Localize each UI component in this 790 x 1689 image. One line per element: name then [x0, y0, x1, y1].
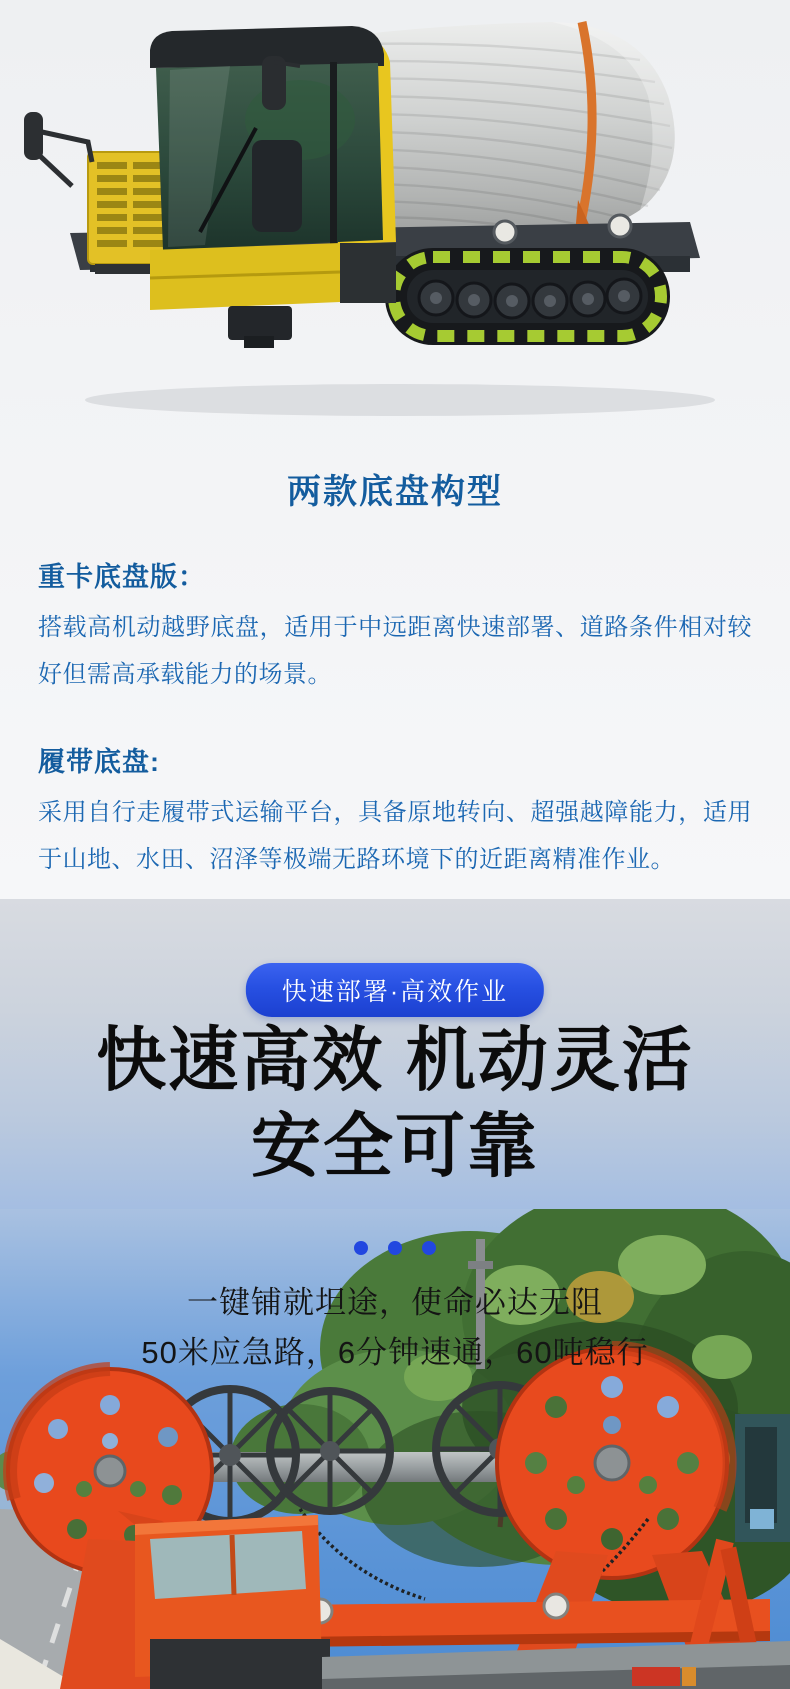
chassis-block-truck-body: 搭载高机动越野底盘，适用于中远距离快速部署、道路条件相对较好但需高承载能力的场景。 [38, 614, 752, 688]
dot-icon [422, 1241, 436, 1255]
chassis-block-truck-heading: 重卡底盘版： [38, 562, 206, 592]
promo-subline-2: 50米应急路，6分钟速通，60吨稳行 [141, 1335, 649, 1370]
promo-badge: 快速部署·高效作业 [246, 963, 544, 1017]
chassis-block-crawler [38, 740, 752, 883]
chassis-block-truck [38, 555, 752, 698]
chassis-title: 两款底盘构型 [287, 473, 503, 511]
promo-subline-1: 一键铺就坦途，使命必达无阻 [187, 1285, 603, 1320]
promo-headline-line2: 安全可靠 [251, 1107, 539, 1185]
promo-headline-line1: 快速高效 机动灵活 [96, 1021, 694, 1099]
crawler-transporter-illustration [0, 0, 790, 440]
divider-dots-icon [0, 1239, 790, 1257]
promo-headline [0, 1017, 790, 1189]
promo-section [0, 899, 790, 1689]
chassis-block-crawler-heading: 履带底盘: [38, 747, 160, 777]
chassis-text [0, 555, 790, 883]
dot-icon [354, 1241, 368, 1255]
promo-overlay [0, 899, 790, 1689]
dot-icon [388, 1241, 402, 1255]
hero-photo-crawler-transporter [0, 0, 790, 440]
chassis-block-crawler-body: 采用自行走履带式运输平台，具备原地转向、超强越障能力，适用于山地、水田、沼泽等极端无路环境下的近距离精准作业。 [38, 799, 752, 873]
